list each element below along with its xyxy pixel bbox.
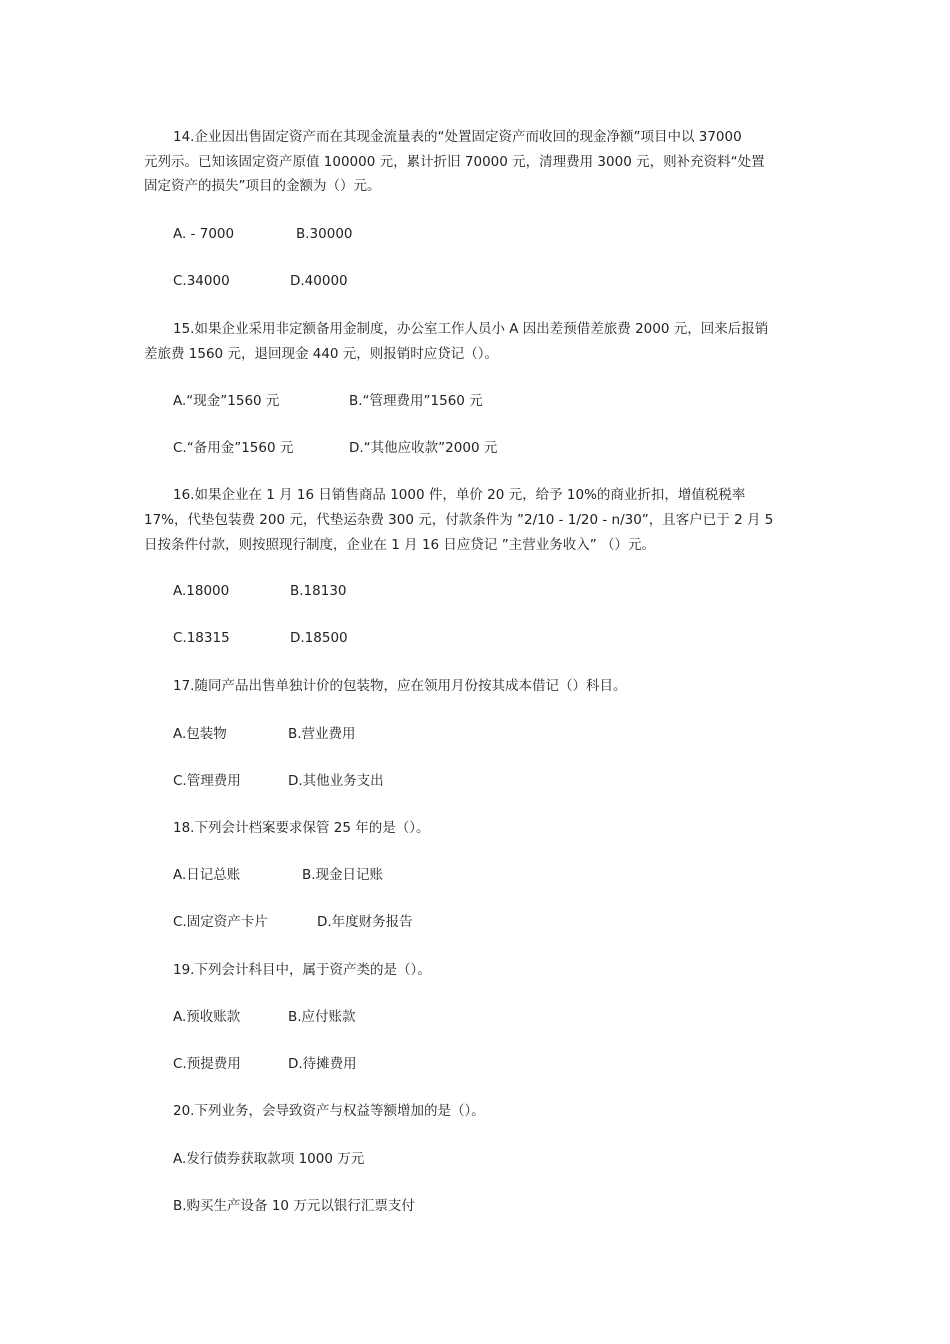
- question-14-option-d: D.40000: [290, 273, 348, 289]
- question-16-line-3: 日按条件付款，则按照现行制度，企业在 1 月 16 日应贷记 ”主营业务收入” （）元。: [144, 537, 656, 553]
- question-17-option-b: B.营业费用: [288, 726, 356, 742]
- question-18-option-b: B.现金日记账: [302, 867, 384, 883]
- question-17-option-c: C.管理费用: [173, 773, 241, 789]
- question-16-option-c: C.18315: [173, 630, 230, 646]
- question-17-line-1: 17.随同产品出售单独计价的包装物，应在领用月份按其成本借记（）科目。: [173, 678, 627, 694]
- question-17-option-d: D.其他业务支出: [288, 773, 384, 789]
- question-15-option-d: D.“其他应收款”2000 元: [349, 440, 498, 456]
- question-15-option-c: C.“备用金”1560 元: [173, 440, 294, 456]
- question-14-line-2: 元列示。已知该固定资产原值 100000 元，累计折旧 70000 元，清理费用 3000 元，则补充资料“处置: [144, 154, 765, 170]
- question-20-line-1: 20.下列业务，会导致资产与权益等额增加的是（）。: [173, 1103, 485, 1119]
- question-19-line-1: 19.下列会计科目中，属于资产类的是（）。: [173, 962, 431, 978]
- question-16-line-2: 17%，代垫包装费 200 元，代垫运杂费 300 元，付款条件为 ”2/10 - 1/20 - n/30”，且客户已于 2 月 5: [144, 512, 774, 528]
- question-20-option-b: B.购买生产设备 10 万元以银行汇票支付: [173, 1198, 415, 1214]
- question-16-option-a: A.18000: [173, 583, 230, 599]
- question-15-option-a: A.“现金”1560 元: [173, 393, 280, 409]
- question-18-option-c: C.固定资产卡片: [173, 914, 268, 930]
- question-17-option-a: A.包装物: [173, 726, 227, 742]
- question-18-line-1: 18.下列会计档案要求保管 25 年的是（）。: [173, 820, 430, 836]
- question-15-option-b: B.“管理费用”1560 元: [349, 393, 483, 409]
- question-16-option-d: D.18500: [290, 630, 348, 646]
- question-14-line-1: 14.企业因出售固定资产而在其现金流量表的“处置固定资产而收回的现金净额”项目中以 37000: [173, 129, 742, 145]
- question-14-option-a: A. - 7000: [173, 226, 235, 242]
- question-16-line-1: 16.如果企业在 1 月 16 日销售商品 1000 件，单价 20 元，给予 10%的商业折扣，增值税税率: [173, 487, 746, 503]
- question-19-option-c: C.预提费用: [173, 1056, 241, 1072]
- question-16-option-b: B.18130: [290, 583, 347, 599]
- question-19-option-d: D.待摊费用: [288, 1056, 357, 1072]
- question-19-option-a: A.预收账款: [173, 1009, 241, 1025]
- question-15-line-2: 差旅费 1560 元，退回现金 440 元，则报销时应贷记（）。: [144, 346, 499, 362]
- question-15-line-1: 15.如果企业采用非定额备用金制度，办公室工作人员小 A 因出差预借差旅费 2000 元，回来后报销: [173, 321, 769, 337]
- question-14-option-b: B.30000: [296, 226, 353, 242]
- question-14-line-3: 固定资产的损失”项目的金额为（）元。: [144, 178, 381, 194]
- question-14-option-c: C.34000: [173, 273, 230, 289]
- question-19-option-b: B.应付账款: [288, 1009, 356, 1025]
- question-18-option-a: A.日记总账: [173, 867, 241, 883]
- question-20-option-a: A.发行债券获取款项 1000 万元: [173, 1151, 365, 1167]
- question-18-option-d: D.年度财务报告: [317, 914, 413, 930]
